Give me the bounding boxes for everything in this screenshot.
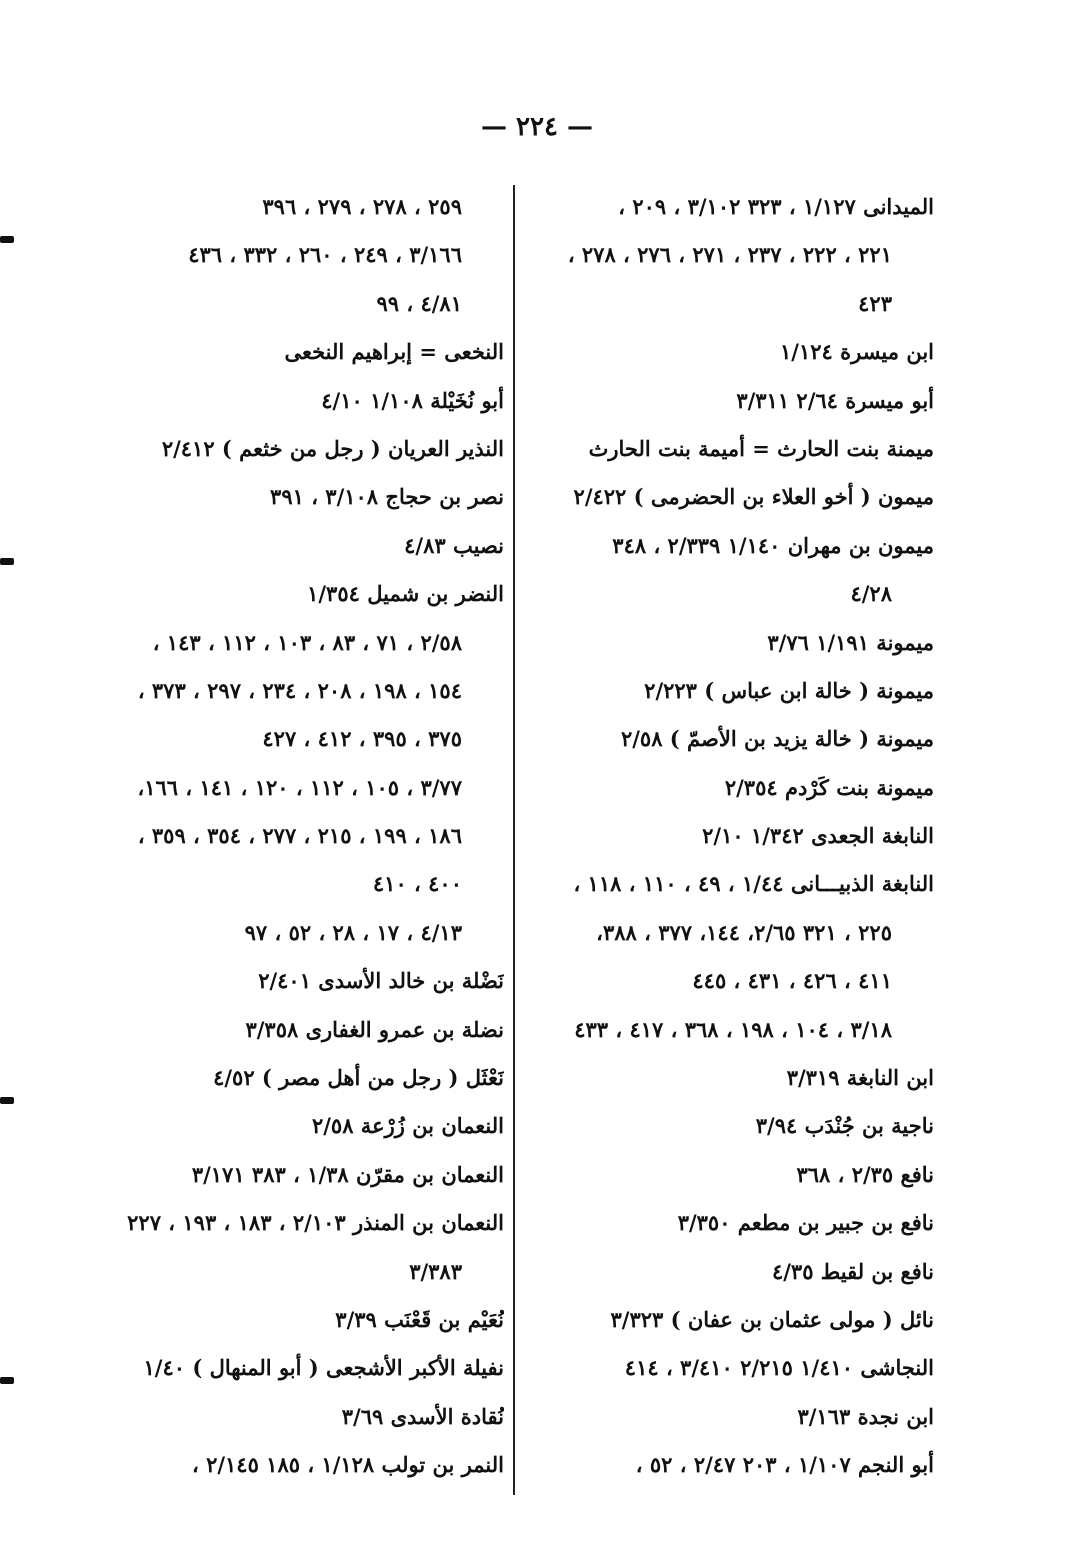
index-entry: نافع ٢/٣٥ ، ٣٦٨ (796, 1161, 934, 1187)
index-entry: أبو ميسرة ٢/٦٤ ٣/٣١١ (736, 387, 934, 413)
left-column (84, 183, 504, 1490)
index-continuation-line: ٢/٥٨ ، ٧١ ، ٨٣ ، ١٠٣ ، ١١٢ ، ١٤٣ ، (152, 629, 462, 655)
index-entry: النذير العريان ( رجل من خثعم ) ٢/٤١٢ (161, 435, 504, 461)
index-entry: ناجية بن جُنْدَب ٣/٩٤ (755, 1113, 934, 1139)
index-entry: النخعى = إبراهيم النخعى (284, 339, 504, 365)
index-continuation-line: ٤١١ ، ٤٢٦ ، ٤٣١ ، ٤٤٥ (692, 968, 892, 994)
index-continuation-line: ٤٠٠ ، ٤١٠ (372, 871, 462, 897)
index-entry: نفيلة الأكبر الأشجعى ( أبو المنهال ) ١/٤٠ (143, 1355, 504, 1381)
margin-mark (0, 236, 14, 243)
index-entry: ميمونة ( خالة ابن عباس ) ٢/٢٢٣ (644, 677, 934, 703)
index-entry: ميمونة ١/١٩١ ٣/٧٦ (767, 629, 934, 655)
margin-mark (0, 1097, 14, 1104)
index-entry: ميمون بن مهران ١/١٤٠ ٢/٣٣٩ ، ٣٤٨ (612, 532, 934, 558)
index-continuation-line: ٣/١٦٦ ، ٢٤٩ ، ٢٦٠ ، ٣٣٢ ، ٤٣٦ (188, 242, 462, 268)
index-entry: النعمان بن المنذر ٢/١٠٣ ، ١٨٣ ، ١٩٣ ، ٢٢٧ (127, 1210, 504, 1236)
index-entry: نصر بن حجاج ٣/١٠٨ ، ٣٩١ (270, 484, 504, 510)
index-entry: ميمون ( أخو العلاء بن الحضرمى ) ٢/٤٢٢ (573, 484, 934, 510)
index-entry: النضر بن شميل ١/٣٥٤ (307, 581, 504, 607)
index-entry: النابغة الذبيـــانى ١/٤٤ ، ٤٩ ، ١١٠ ، ١١٨ ، (573, 871, 934, 897)
index-entry: ابن ميسرة ١/١٢٤ (780, 339, 934, 365)
index-entry: نَضْلة بن خالد الأسدى ٢/٤٠١ (258, 968, 504, 994)
index-entry: نُقادة الأسدى ٣/٦٩ (341, 1403, 504, 1429)
index-entry: نصيب ٤/٨٣ (404, 532, 504, 558)
index-continuation-line: ٤/٨١ ، ٩٩ (376, 290, 462, 316)
margin-mark (0, 1377, 14, 1384)
index-continuation-line: ٢٢١ ، ٢٢٢ ، ٢٣٧ ، ٢٧١ ، ٢٧٦ ، ٢٧٨ ، (567, 242, 892, 268)
index-continuation-line: ٣/١٨ ، ١٠٤ ، ١٩٨ ، ٣٦٨ ، ٤١٧ ، ٤٣٣ (574, 1016, 892, 1042)
index-entry: النجاشى ١/٤١٠ ٢/٢١٥ ٣/٤١٠ ، ٤١٤ (624, 1355, 934, 1381)
index-continuation-line: ٢٢٥ ، ٣٢١ ٢/٦٥، ١٤٤، ٣٧٧ ، ٣٨٨، (596, 919, 892, 945)
index-entry: ميمونة بنت كَرْدم ٢/٣٥٤ (724, 774, 934, 800)
index-continuation-line: ٣/٧٧ ، ١٠٥ ، ١١٢ ، ١٢٠ ، ١٤١ ، ١٦٦، (137, 774, 462, 800)
index-continuation-line: ٤/٢٨ (850, 581, 892, 607)
margin-mark (0, 558, 14, 565)
index-continuation-line: ١٨٦ ، ١٩٩ ، ٢١٥ ، ٢٧٧ ، ٣٥٤ ، ٣٥٩ ، (137, 823, 462, 849)
index-continuation-line: ٤٢٣ (858, 290, 892, 316)
index-entry: النمر بن تولب ١/١٢٨ ، ١٨٥ ٢/١٤٥ ، (191, 1452, 504, 1478)
index-entry: نضلة بن عمرو الغفارى ٣/٣٥٨ (245, 1016, 504, 1042)
index-entry: نَعْثَل ( رجل من أهل مصر ) ٤/٥٢ (213, 1065, 504, 1091)
index-continuation-line: ٤/١٣ ، ١٧ ، ٢٨ ، ٥٢ ، ٩٧ (244, 919, 462, 945)
index-entry: نُعَيْم بن قَعْنَب ٣/٣٩ (335, 1306, 504, 1332)
index-entry: النابغة الجعدى ١/٣٤٢ ٢/١٠ (702, 823, 934, 849)
index-entry: نافع بن لقيط ٤/٣٥ (771, 1258, 934, 1284)
index-continuation-line: ١٥٤ ، ١٩٨ ، ٢٠٨ ، ٢٣٤ ، ٢٩٧ ، ٣٧٣ ، (137, 677, 462, 703)
index-entry: ميمنة بنت الحارث = أميمة بنت الحارث (588, 435, 934, 461)
index-continuation-line: ٣٧٥ ، ٣٩٥ ، ٤١٢ ، ٤٢٧ (262, 726, 462, 752)
index-entry: النعمان بن مقرّن ١/٣٨ ، ٣٨٣ ٣/١٧١ (191, 1161, 504, 1187)
index-continuation-line: ٢٥٩ ، ٢٧٨ ، ٢٧٩ ، ٣٩٦ (262, 194, 462, 219)
index-entry: ابن نجدة ٣/١٦٣ (797, 1403, 934, 1429)
page-number: — ٢٢٤ — (480, 112, 594, 142)
index-entry: نافع بن جبير بن مطعم ٣/٣٥٠ (677, 1210, 934, 1236)
right-column (554, 183, 934, 1490)
column-divider (513, 185, 515, 1495)
index-entry: ابن النابغة ٣/٣١٩ (786, 1065, 934, 1091)
index-entry: الميدانى ١/١٢٧ ، ٣٢٣ ٣/١٠٢ ، ٢٠٩ ، (618, 194, 934, 219)
index-entry: نائل ( مولى عثمان بن عفان ) ٣/٣٢٣ (610, 1306, 934, 1332)
index-entry: أبو النجم ١/١٠٧ ، ٢٠٣ ٢/٤٧ ، ٥٢ ، (635, 1452, 934, 1478)
index-continuation-line: ٣/٣٨٣ (409, 1258, 462, 1284)
index-entry: ميمونة ( خالة يزيد بن الأصمّ ) ٢/٥٨ (620, 726, 934, 752)
index-entry: أبو نُخَيْلة ١/١٠٨ ٤/١٠ (321, 387, 504, 413)
index-entry: النعمان بن زُرْعة ٢/٥٨ (311, 1113, 504, 1139)
